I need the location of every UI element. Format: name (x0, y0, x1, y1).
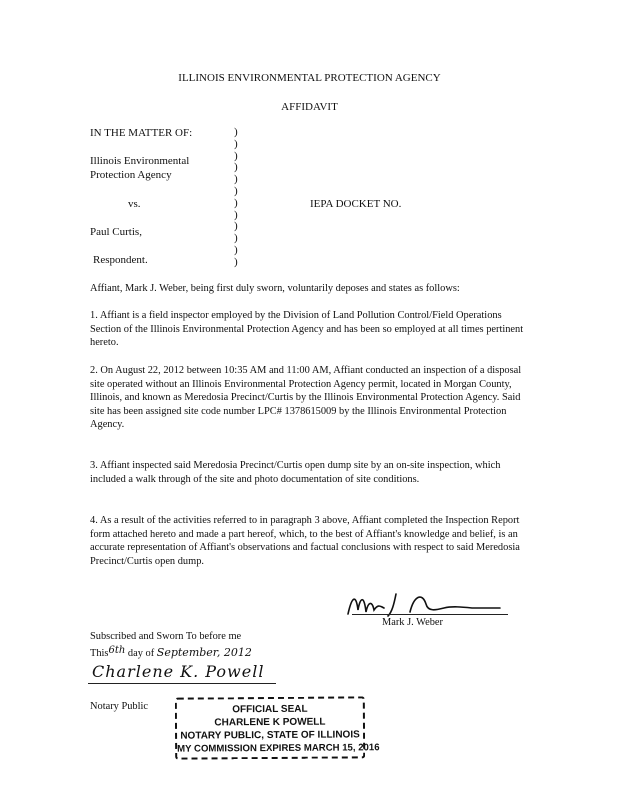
respondent-name: Paul Curtis, (90, 226, 142, 238)
complainant-line2: Protection Agency (90, 169, 172, 181)
versus-label: vs. (128, 198, 141, 210)
paren: ) (234, 137, 238, 150)
paren: ) (234, 196, 238, 209)
day-of-text: day of (127, 648, 155, 659)
paren: ) (234, 173, 238, 186)
affiant-signature-line (352, 614, 508, 615)
handwritten-month-year: September, 2012 (156, 646, 252, 659)
official-notary-seal (175, 696, 380, 759)
paren: ) (234, 161, 238, 174)
complainant-line1: Illinois Environmental (90, 155, 190, 167)
notary-signature-line (88, 683, 276, 684)
paren: ) (234, 149, 238, 162)
this-prefix: This (90, 648, 109, 659)
paragraph-2: 2. On August 22, 2012 between 10:35 AM and 11:00 AM, Affiant conducted an inspection of a disposal site operated without an Illinois Environmental Protection Agency permit, located in Morgan County, Illinois, and known as Meredosia Precinct/Curtis by the Illinois Environmental Protection Agency. Said site has been assigned site code number LPC# 1378615009 by the Illinois Environmental Protection Agency. (90, 365, 522, 430)
paragraph-1: 1. Affiant is a field inspector employed by the Division of Land Pollution Control/Field Operations Section of the Illinois Environmental Protection Agency and has been so employed at all times pertinent hereto. (90, 310, 524, 348)
paren: ) (234, 255, 238, 268)
paren: ) (234, 232, 238, 245)
handwritten-day: 6th (108, 645, 126, 656)
seal-line-2: CHARLENE K POWELL (214, 716, 326, 729)
intro-statement: Affiant, Mark J. Weber, being first duly sworn, voluntarily deposes and states as follows: (90, 283, 460, 294)
caption-parentheses (234, 127, 238, 269)
paren: ) (234, 243, 238, 256)
agency-header: ILLINOIS ENVIRONMENTAL PROTECTION AGENCY (178, 72, 441, 84)
notary-signature: Charlene K. Powell (92, 662, 265, 681)
seal-line-4: MY COMMISSION EXPIRES MARCH 15, 2016 (177, 742, 380, 755)
affiant-signature-text: Mark J. Weber (340, 588, 346, 589)
paren: ) (234, 220, 238, 233)
notary-public-label: Notary Public (90, 701, 149, 712)
in-the-matter-label: IN THE MATTER OF: (90, 127, 193, 139)
affiant-printed-name: Mark J. Weber (382, 617, 444, 628)
paragraph-4: 4. As a result of the activities referred to in paragraph 3 above, Affiant completed the Inspection Report form attached hereto and made a part hereof, which, to the best of Affiant's knowledge and belief, is an accurate representation of Affiant's observations and factual conclusions with respect to said Meredosia Precinct/Curtis open dump. (90, 515, 520, 567)
respondent-label: Respondent. (93, 254, 148, 266)
paragraph-3: 3. Affiant inspected said Meredosia Precinct/Curtis open dump site by an on-site inspection, which included a walk through of the site and photo documentation of site conditions. (90, 460, 501, 485)
paren: ) (234, 208, 238, 221)
paren: ) (234, 126, 238, 138)
document-title: AFFIDAVIT (281, 101, 338, 113)
seal-line-1: OFFICIAL SEAL (232, 703, 308, 716)
paren: ) (234, 184, 238, 197)
seal-line-3: NOTARY PUBLIC, STATE OF ILLINOIS (180, 729, 360, 742)
subscribed-sworn-text: Subscribed and Sworn To before me (90, 631, 242, 642)
docket-number-label: IEPA DOCKET NO. (310, 198, 402, 210)
notary-date-line (90, 645, 252, 659)
